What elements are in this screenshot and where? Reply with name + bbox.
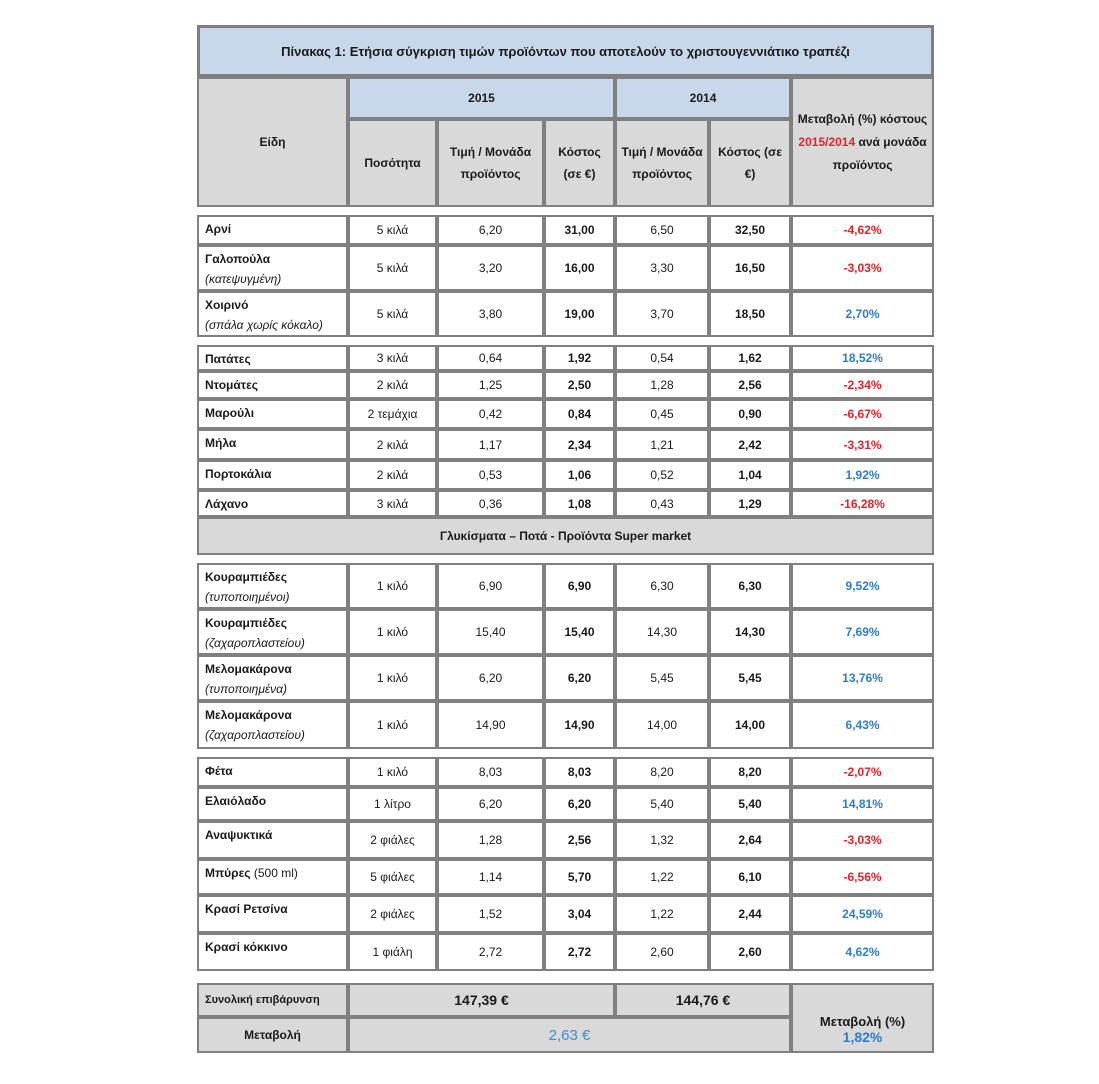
table-row xyxy=(197,245,934,291)
quantity-cell: 1 κιλό xyxy=(348,609,437,655)
section-gap xyxy=(197,555,934,563)
item-name xyxy=(197,859,348,895)
percent-change-label: Μεταβολή (%) xyxy=(819,1013,906,1029)
item-label: Πατάτες xyxy=(205,352,251,366)
table-row xyxy=(197,460,934,490)
price-2014-cell: 1,28 xyxy=(615,371,709,399)
header-quantity: Ποσότητα xyxy=(348,119,437,207)
main-table xyxy=(197,77,934,1053)
item-label: Μελομακάρονα xyxy=(205,662,292,676)
price-comparison-table xyxy=(197,25,934,1053)
item-note: (ζαχαροπλαστείου) xyxy=(205,728,305,742)
change-cell: 1,92% xyxy=(791,460,934,490)
cost-2014-cell: 5,45 xyxy=(709,655,791,701)
item-label: Λάχανο xyxy=(205,497,249,511)
item-label: Αρνί xyxy=(205,222,232,236)
item-name xyxy=(197,371,348,399)
item-name xyxy=(197,460,348,490)
price-2015-cell: 2,72 xyxy=(437,933,544,971)
cost-2014-cell: 5,40 xyxy=(709,787,791,821)
cost-2014-cell: 0,90 xyxy=(709,399,791,429)
price-2015-cell: 8,03 xyxy=(437,757,544,787)
table-row xyxy=(197,215,934,245)
quantity-cell: 1 φιάλη xyxy=(348,933,437,971)
quantity-cell: 1 κιλό xyxy=(348,655,437,701)
price-2014-cell: 1,22 xyxy=(615,895,709,933)
cost-2015-cell: 6,20 xyxy=(544,787,615,821)
change-cell: 14,81% xyxy=(791,787,934,821)
quantity-cell: 2 κιλά xyxy=(348,429,437,460)
percent-change-value: 1,82% xyxy=(842,1028,883,1045)
price-2015-cell: 6,90 xyxy=(437,563,544,609)
price-2014-cell: 0,43 xyxy=(615,490,709,517)
section-gap xyxy=(197,207,934,215)
section-gap xyxy=(197,749,934,757)
total-label: Συνολική επιβάρυνση xyxy=(197,983,348,1017)
item-name xyxy=(197,895,348,933)
cost-2014-cell: 1,29 xyxy=(709,490,791,517)
header-unit-price-2015: Τιμή / Μονάδα προϊόντος xyxy=(437,119,544,207)
table-row xyxy=(197,859,934,895)
cost-2015-cell: 5,70 xyxy=(544,859,615,895)
price-2015-cell: 0,36 xyxy=(437,490,544,517)
price-2014-cell: 5,45 xyxy=(615,655,709,701)
quantity-cell: 2 κιλά xyxy=(348,371,437,399)
cost-2014-cell: 6,10 xyxy=(709,859,791,895)
item-name xyxy=(197,787,348,821)
cost-2015-cell: 2,50 xyxy=(544,371,615,399)
quantity-cell: 2 φιάλες xyxy=(348,895,437,933)
table-title: Πίνακας 1: Ετήσια σύγκριση τιμών προϊόντων που αποτελούν το χριστουγεννιάτικο τραπέζι xyxy=(197,25,934,77)
header-unit-price-2014: Τιμή / Μονάδα προϊόντος xyxy=(615,119,709,207)
quantity-cell: 3 κιλά xyxy=(348,490,437,517)
cost-2015-cell: 16,00 xyxy=(544,245,615,291)
item-label: Πορτοκάλια xyxy=(205,467,272,481)
cost-2015-cell: 3,04 xyxy=(544,895,615,933)
change-cell: -2,07% xyxy=(791,757,934,787)
item-name xyxy=(197,655,348,701)
item-name xyxy=(197,399,348,429)
gap-cell xyxy=(197,337,934,345)
price-2014-cell: 0,52 xyxy=(615,460,709,490)
quantity-cell: 3 κιλά xyxy=(348,345,437,371)
price-2015-cell: 6,20 xyxy=(437,655,544,701)
price-2014-cell: 14,00 xyxy=(615,701,709,749)
item-name xyxy=(197,245,348,291)
change-cell: 13,76% xyxy=(791,655,934,701)
price-2014-cell: 6,30 xyxy=(615,563,709,609)
price-2015-cell: 1,28 xyxy=(437,821,544,859)
item-label: Μελομακάρονα xyxy=(205,708,292,722)
item-label: Κρασί κόκκινο xyxy=(205,940,288,954)
cost-2015-cell: 0,84 xyxy=(544,399,615,429)
quantity-cell: 5 κιλά xyxy=(348,215,437,245)
section-row xyxy=(197,517,934,555)
cost-2015-cell: 2,56 xyxy=(544,821,615,859)
price-2014-cell: 3,70 xyxy=(615,291,709,337)
price-2014-cell: 14,30 xyxy=(615,609,709,655)
cost-2015-cell: 19,00 xyxy=(544,291,615,337)
table-row xyxy=(197,399,934,429)
price-2015-cell: 1,25 xyxy=(437,371,544,399)
table-row xyxy=(197,655,934,701)
item-label: Κουραμπιέδες xyxy=(205,616,287,630)
item-label: Μαρούλι xyxy=(205,406,255,420)
price-2015-cell: 6,20 xyxy=(437,215,544,245)
item-name xyxy=(197,490,348,517)
change-cell: 18,52% xyxy=(791,345,934,371)
item-name xyxy=(197,563,348,609)
item-note: (τυποποιημένα) xyxy=(205,682,288,696)
item-label: Κρασί Ρετσίνα xyxy=(205,902,288,916)
cost-2015-cell: 14,90 xyxy=(544,701,615,749)
price-2015-cell: 1,52 xyxy=(437,895,544,933)
header-year-2014: 2014 xyxy=(615,77,791,119)
item-name xyxy=(197,609,348,655)
cost-2015-cell: 1,08 xyxy=(544,490,615,517)
price-2015-cell: 0,64 xyxy=(437,345,544,371)
change-cell: -4,62% xyxy=(791,215,934,245)
cost-2014-cell: 14,00 xyxy=(709,701,791,749)
cost-2014-cell: 18,50 xyxy=(709,291,791,337)
item-name xyxy=(197,757,348,787)
quantity-cell: 5 κιλά xyxy=(348,291,437,337)
price-2015-cell: 3,20 xyxy=(437,245,544,291)
item-name xyxy=(197,933,348,971)
cost-2014-cell: 6,30 xyxy=(709,563,791,609)
section-gap xyxy=(197,337,934,345)
section-title: Γλυκίσματα – Ποτά - Προϊόντα Super market xyxy=(197,517,934,555)
price-2014-cell: 8,20 xyxy=(615,757,709,787)
cost-2014-cell: 8,20 xyxy=(709,757,791,787)
header-cost-2014: Κόστος (σε €) xyxy=(709,119,791,207)
price-2015-cell: 0,53 xyxy=(437,460,544,490)
total-2015: 147,39 € xyxy=(348,983,615,1017)
total-2014: 144,76 € xyxy=(615,983,791,1017)
change-cell: -3,03% xyxy=(791,245,934,291)
table-row xyxy=(197,933,934,971)
item-name xyxy=(197,429,348,460)
quantity-cell: 2 τεμάχια xyxy=(348,399,437,429)
cost-2014-cell: 14,30 xyxy=(709,609,791,655)
price-2015-cell: 1,17 xyxy=(437,429,544,460)
table-row xyxy=(197,490,934,517)
price-2014-cell: 0,54 xyxy=(615,345,709,371)
cost-2014-cell: 1,62 xyxy=(709,345,791,371)
item-label: Ντομάτες xyxy=(205,378,259,392)
cost-2014-cell: 16,50 xyxy=(709,245,791,291)
price-2015-cell: 3,80 xyxy=(437,291,544,337)
header-year-2015: 2015 xyxy=(348,77,615,119)
header-items: Είδη xyxy=(197,77,348,207)
cost-2014-cell: 2,44 xyxy=(709,895,791,933)
change-cell: 6,43% xyxy=(791,701,934,749)
cost-2015-cell: 15,40 xyxy=(544,609,615,655)
table-row xyxy=(197,701,934,749)
summary-row-total xyxy=(197,983,934,1017)
gap-cell xyxy=(197,207,934,215)
cost-2015-cell: 1,92 xyxy=(544,345,615,371)
table-row xyxy=(197,787,934,821)
change-cell: -3,03% xyxy=(791,821,934,859)
quantity-cell: 1 κιλό xyxy=(348,701,437,749)
cost-2015-cell: 31,00 xyxy=(544,215,615,245)
price-2015-cell: 6,20 xyxy=(437,787,544,821)
table-row xyxy=(197,757,934,787)
table-row xyxy=(197,821,934,859)
table-row xyxy=(197,609,934,655)
change-cell: -2,34% xyxy=(791,371,934,399)
gap-cell xyxy=(197,749,934,757)
cost-2014-cell: 2,42 xyxy=(709,429,791,460)
cost-2015-cell: 6,20 xyxy=(544,655,615,701)
cost-2014-cell: 2,56 xyxy=(709,371,791,399)
item-name xyxy=(197,821,348,859)
change-cell: 2,70% xyxy=(791,291,934,337)
gap-cell xyxy=(197,555,934,563)
item-note: (500 ml) xyxy=(253,866,298,880)
price-2014-cell: 6,50 xyxy=(615,215,709,245)
price-2014-cell: 0,45 xyxy=(615,399,709,429)
quantity-cell: 1 κιλό xyxy=(348,757,437,787)
price-2014-cell: 5,40 xyxy=(615,787,709,821)
cost-2015-cell: 6,90 xyxy=(544,563,615,609)
cost-2015-cell: 2,34 xyxy=(544,429,615,460)
change-cell: -6,56% xyxy=(791,859,934,895)
item-name xyxy=(197,701,348,749)
item-label: Κουραμπιέδες xyxy=(205,570,287,584)
cost-2015-cell: 2,72 xyxy=(544,933,615,971)
item-note: (τυποποιημένοι) xyxy=(205,590,290,604)
item-label: Φέτα xyxy=(205,764,233,778)
cost-2014-cell: 32,50 xyxy=(709,215,791,245)
quantity-cell: 1 κιλό xyxy=(348,563,437,609)
section-gap xyxy=(197,971,934,983)
quantity-cell: 5 κιλά xyxy=(348,245,437,291)
item-label: Μήλα xyxy=(205,436,237,450)
quantity-cell: 5 φιάλες xyxy=(348,859,437,895)
item-note: (κατεψυγμένη) xyxy=(205,272,282,286)
change-cell: -16,28% xyxy=(791,490,934,517)
change-cell: -3,31% xyxy=(791,429,934,460)
item-note: (ζαχαροπλαστείου) xyxy=(205,636,305,650)
price-2014-cell: 1,32 xyxy=(615,821,709,859)
item-label: Μπύρες xyxy=(205,866,251,880)
item-label: Αναψυκτικά xyxy=(205,828,273,842)
change-label: Μεταβολή xyxy=(197,1017,348,1053)
price-2015-cell: 0,42 xyxy=(437,399,544,429)
change-cell: 4,62% xyxy=(791,933,934,971)
table-row xyxy=(197,563,934,609)
item-label: Χοιρινό xyxy=(205,298,249,312)
gap-cell xyxy=(197,971,934,983)
item-note: (σπάλα χωρίς κόκαλο) xyxy=(205,318,323,332)
table-row xyxy=(197,429,934,460)
price-2015-cell: 1,14 xyxy=(437,859,544,895)
item-name xyxy=(197,345,348,371)
price-2014-cell: 1,21 xyxy=(615,429,709,460)
price-2015-cell: 14,90 xyxy=(437,701,544,749)
item-name xyxy=(197,291,348,337)
item-label: Ελαιόλαδο xyxy=(205,794,267,808)
price-2014-cell: 3,30 xyxy=(615,245,709,291)
item-name xyxy=(197,215,348,245)
percent-change-cell xyxy=(791,983,934,1053)
quantity-cell: 2 φιάλες xyxy=(348,821,437,859)
quantity-cell: 1 λίτρο xyxy=(348,787,437,821)
change-value: 2,63 € xyxy=(348,1017,791,1053)
table-row xyxy=(197,371,934,399)
price-2014-cell: 1,22 xyxy=(615,859,709,895)
cost-2015-cell: 8,03 xyxy=(544,757,615,787)
item-label: Γαλοπούλα xyxy=(205,252,271,266)
cost-2014-cell: 2,64 xyxy=(709,821,791,859)
change-cell: 7,69% xyxy=(791,609,934,655)
change-cell: 9,52% xyxy=(791,563,934,609)
header-change: Μεταβολή (%) κόστους 2015/2014 ανά μονάδα προϊόντος xyxy=(791,77,934,207)
quantity-cell: 2 κιλά xyxy=(348,460,437,490)
price-2015-cell: 15,40 xyxy=(437,609,544,655)
price-2014-cell: 2,60 xyxy=(615,933,709,971)
cost-2014-cell: 1,04 xyxy=(709,460,791,490)
change-cell: 24,59% xyxy=(791,895,934,933)
change-cell: -6,67% xyxy=(791,399,934,429)
table-row xyxy=(197,345,934,371)
cost-2015-cell: 1,06 xyxy=(544,460,615,490)
table-row xyxy=(197,895,934,933)
table-row xyxy=(197,291,934,337)
header-cost-2015: Κόστος (σε €) xyxy=(544,119,615,207)
cost-2014-cell: 2,60 xyxy=(709,933,791,971)
